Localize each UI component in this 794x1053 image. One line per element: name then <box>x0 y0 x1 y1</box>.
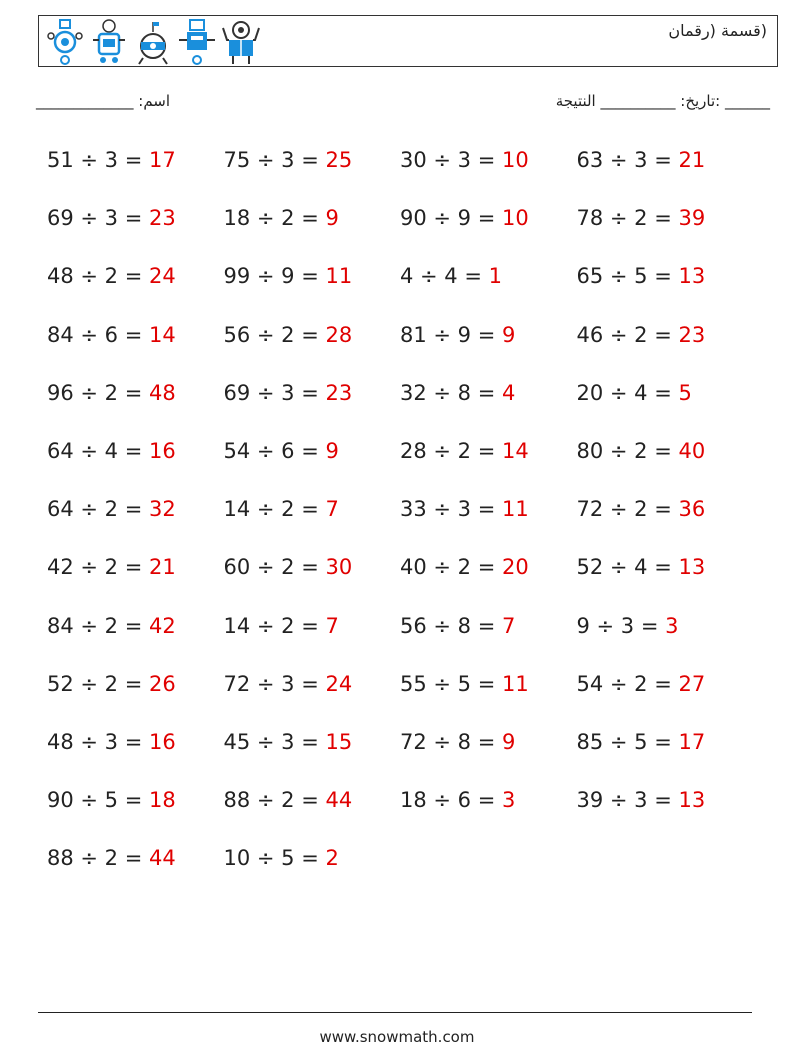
problem-item <box>47 724 224 782</box>
problem-question: 32 ÷ 8 = <box>400 380 502 405</box>
problem-item <box>577 433 754 491</box>
problem-answer: 24 <box>148 264 176 289</box>
problem-question: 69 ÷ 3 = <box>223 380 326 405</box>
problem-item <box>47 549 224 607</box>
problem-item <box>577 491 754 549</box>
problem-row <box>47 317 767 375</box>
problem-item <box>577 375 754 433</box>
problem-question: 52 ÷ 2 = <box>47 671 149 696</box>
robot-1-icon <box>45 18 85 66</box>
problem-answer: 1 <box>488 264 502 289</box>
problem-answer: 13 <box>678 264 706 289</box>
problem-item <box>577 782 754 840</box>
problem-question: 56 ÷ 8 = <box>400 613 502 638</box>
problem-answer: 9 <box>501 729 516 754</box>
problem-question: 72 ÷ 8 = <box>400 729 502 754</box>
problem-answer: 18 <box>148 788 176 813</box>
problem-item <box>400 433 577 491</box>
robot-icons <box>45 18 261 66</box>
problem-question: 56 ÷ 2 = <box>223 322 326 347</box>
problem-item <box>47 666 224 724</box>
problem-item <box>224 491 401 549</box>
problem-question: 30 ÷ 3 = <box>400 148 502 172</box>
problem-item <box>47 200 224 258</box>
problem-question: 54 ÷ 2 = <box>576 671 679 696</box>
problem-answer: 4 <box>501 380 516 405</box>
problem-question: 14 ÷ 2 = <box>223 613 326 638</box>
problem-item <box>224 200 401 258</box>
problem-question: 14 ÷ 2 = <box>223 497 326 522</box>
problem-question: 10 ÷ 5 = <box>223 846 326 871</box>
problem-row <box>47 549 767 607</box>
problem-item <box>224 666 401 724</box>
problem-question: 51 ÷ 3 = <box>47 148 149 172</box>
problem-item <box>224 433 401 491</box>
problem-item <box>400 491 577 549</box>
problem-answer: 3 <box>501 788 516 813</box>
problem-question: 60 ÷ 2 = <box>223 555 326 580</box>
problem-item <box>400 666 577 724</box>
date-score-line: ______ :تاريخ: __________ النتيجة <box>555 92 770 110</box>
footer-divider <box>38 1012 752 1013</box>
problem-item <box>47 433 224 491</box>
problem-item <box>400 200 577 258</box>
robot-3-icon <box>133 18 173 66</box>
problem-item <box>400 724 577 782</box>
problem-answer: 14 <box>148 322 176 347</box>
problem-question: 52 ÷ 4 = <box>576 555 679 580</box>
problem-question: 55 ÷ 5 = <box>400 671 502 696</box>
problem-question: 42 ÷ 2 = <box>47 555 149 580</box>
problem-answer: 9 <box>325 438 339 463</box>
problem-item <box>577 258 754 316</box>
problem-item <box>400 608 577 666</box>
problem-question: 90 ÷ 9 = <box>400 206 502 231</box>
problem-question: 65 ÷ 5 = <box>576 264 679 289</box>
problem-item <box>224 782 401 840</box>
problem-answer: 27 <box>678 671 706 696</box>
problem-question: 18 ÷ 6 = <box>400 788 502 813</box>
problem-answer: 3 <box>665 613 679 638</box>
problem-answer: 16 <box>148 438 176 463</box>
problem-question: 99 ÷ 9 = <box>223 264 326 289</box>
problem-question: 88 ÷ 2 = <box>223 788 326 813</box>
problem-answer: 5 <box>678 380 692 405</box>
problem-row <box>47 258 767 316</box>
problem-answer: 7 <box>501 613 516 638</box>
problem-answer: 44 <box>325 788 353 813</box>
name-line: اسم: _____________ <box>36 92 171 110</box>
problem-item <box>224 549 401 607</box>
problem-row <box>47 666 767 724</box>
problem-answer: 13 <box>678 788 706 813</box>
problem-question: 20 ÷ 4 = <box>576 380 679 405</box>
problem-answer: 2 <box>325 846 339 871</box>
problem-answer: 15 <box>325 729 353 754</box>
problem-item <box>224 258 401 316</box>
problem-question: 81 ÷ 9 = <box>400 322 502 347</box>
problem-row <box>47 724 767 782</box>
problem-question: 33 ÷ 3 = <box>400 497 502 522</box>
problem-answer: 20 <box>501 555 529 580</box>
problem-answer: 10 <box>501 148 529 172</box>
problem-row <box>47 200 767 258</box>
problem-answer: 21 <box>678 148 706 172</box>
robot-5-icon <box>221 18 261 66</box>
problem-item <box>224 840 401 898</box>
problem-row <box>47 491 767 549</box>
problem-item <box>224 142 401 200</box>
problem-answer: 23 <box>325 380 353 405</box>
problem-row <box>47 375 767 433</box>
problem-question: 84 ÷ 6 = <box>47 322 149 347</box>
problem-row <box>47 840 767 898</box>
problem-answer: 42 <box>148 613 176 638</box>
problem-item <box>577 666 754 724</box>
problem-question: 88 ÷ 2 = <box>47 846 149 871</box>
problem-question: 69 ÷ 3 = <box>47 206 149 231</box>
problem-item <box>577 142 754 200</box>
problem-item <box>47 258 224 316</box>
problem-question: 18 ÷ 2 = <box>223 206 326 231</box>
problem-answer: 17 <box>148 148 176 172</box>
problem-answer: 40 <box>678 438 706 463</box>
problem-item <box>400 258 577 316</box>
problem-answer: 25 <box>325 148 353 172</box>
worksheet-title: (قسمة (رقمان <box>668 21 767 40</box>
header-box <box>38 15 778 67</box>
problem-question: 54 ÷ 6 = <box>223 438 326 463</box>
problem-item <box>400 782 577 840</box>
problem-answer: 39 <box>678 206 706 231</box>
problem-row <box>47 433 767 491</box>
problem-question: 80 ÷ 2 = <box>576 438 679 463</box>
problem-item <box>400 317 577 375</box>
problem-question: 39 ÷ 3 = <box>576 788 679 813</box>
problem-question: 45 ÷ 3 = <box>223 729 326 754</box>
problem-question: 72 ÷ 3 = <box>223 671 326 696</box>
robot-4-icon <box>177 18 217 66</box>
problem-answer: 11 <box>501 497 529 522</box>
problem-answer: 23 <box>678 322 706 347</box>
problem-question: 64 ÷ 2 = <box>47 497 149 522</box>
problem-item <box>47 840 224 898</box>
problem-item <box>577 200 754 258</box>
problem-question: 4 ÷ 4 = <box>400 264 489 289</box>
problem-question: 90 ÷ 5 = <box>47 788 149 813</box>
problem-item <box>47 375 224 433</box>
problem-item <box>47 317 224 375</box>
problem-item <box>224 608 401 666</box>
problem-question: 64 ÷ 4 = <box>47 438 149 463</box>
problem-answer: 7 <box>325 497 339 522</box>
problem-question: 9 ÷ 3 = <box>576 613 666 638</box>
problem-answer: 21 <box>148 555 176 580</box>
problem-item <box>577 724 754 782</box>
problem-answer: 17 <box>678 729 706 754</box>
problem-answer: 28 <box>325 322 353 347</box>
problem-answer: 48 <box>148 380 176 405</box>
problem-item <box>224 375 401 433</box>
problem-answer: 26 <box>148 671 176 696</box>
footer-url: www.snowmath.com <box>319 1028 475 1046</box>
problem-item <box>224 724 401 782</box>
problem-answer: 11 <box>501 671 529 696</box>
problem-answer: 13 <box>678 555 706 580</box>
problem-answer: 16 <box>148 729 176 754</box>
problem-answer: 7 <box>325 613 339 638</box>
problem-item <box>400 375 577 433</box>
problem-answer: 11 <box>325 264 353 289</box>
problem-item <box>400 142 577 200</box>
problem-answer: 44 <box>148 846 176 871</box>
problem-row <box>47 782 767 840</box>
problem-question: 48 ÷ 2 = <box>47 264 149 289</box>
problem-item <box>577 317 754 375</box>
problem-question: 85 ÷ 5 = <box>576 729 679 754</box>
problem-item <box>47 491 224 549</box>
problem-question: 75 ÷ 3 = <box>223 148 326 172</box>
problem-row <box>47 142 767 200</box>
robot-2-icon <box>89 18 129 66</box>
problem-answer: 9 <box>325 206 339 231</box>
problem-answer: 36 <box>678 497 706 522</box>
problem-answer: 24 <box>325 671 353 696</box>
problem-answer: 9 <box>501 322 516 347</box>
problem-item <box>47 608 224 666</box>
problem-item <box>400 549 577 607</box>
problem-grid <box>47 142 767 898</box>
problem-question: 40 ÷ 2 = <box>400 555 502 580</box>
problem-answer: 32 <box>148 497 176 522</box>
problem-item <box>577 608 754 666</box>
problem-answer: 23 <box>148 206 176 231</box>
problem-row <box>47 608 767 666</box>
problem-item <box>47 782 224 840</box>
problem-item <box>577 549 754 607</box>
problem-item <box>224 317 401 375</box>
problem-answer: 14 <box>501 438 529 463</box>
problem-question: 84 ÷ 2 = <box>47 613 149 638</box>
problem-question: 72 ÷ 2 = <box>576 497 679 522</box>
problem-question: 28 ÷ 2 = <box>400 438 502 463</box>
problem-question: 46 ÷ 2 = <box>576 322 679 347</box>
problem-item <box>47 142 224 200</box>
problem-question: 48 ÷ 3 = <box>47 729 149 754</box>
problem-question: 63 ÷ 3 = <box>576 148 679 172</box>
problem-question: 78 ÷ 2 = <box>576 206 679 231</box>
problem-answer: 30 <box>325 555 353 580</box>
problem-answer: 10 <box>501 206 529 231</box>
problem-question: 96 ÷ 2 = <box>47 380 149 405</box>
